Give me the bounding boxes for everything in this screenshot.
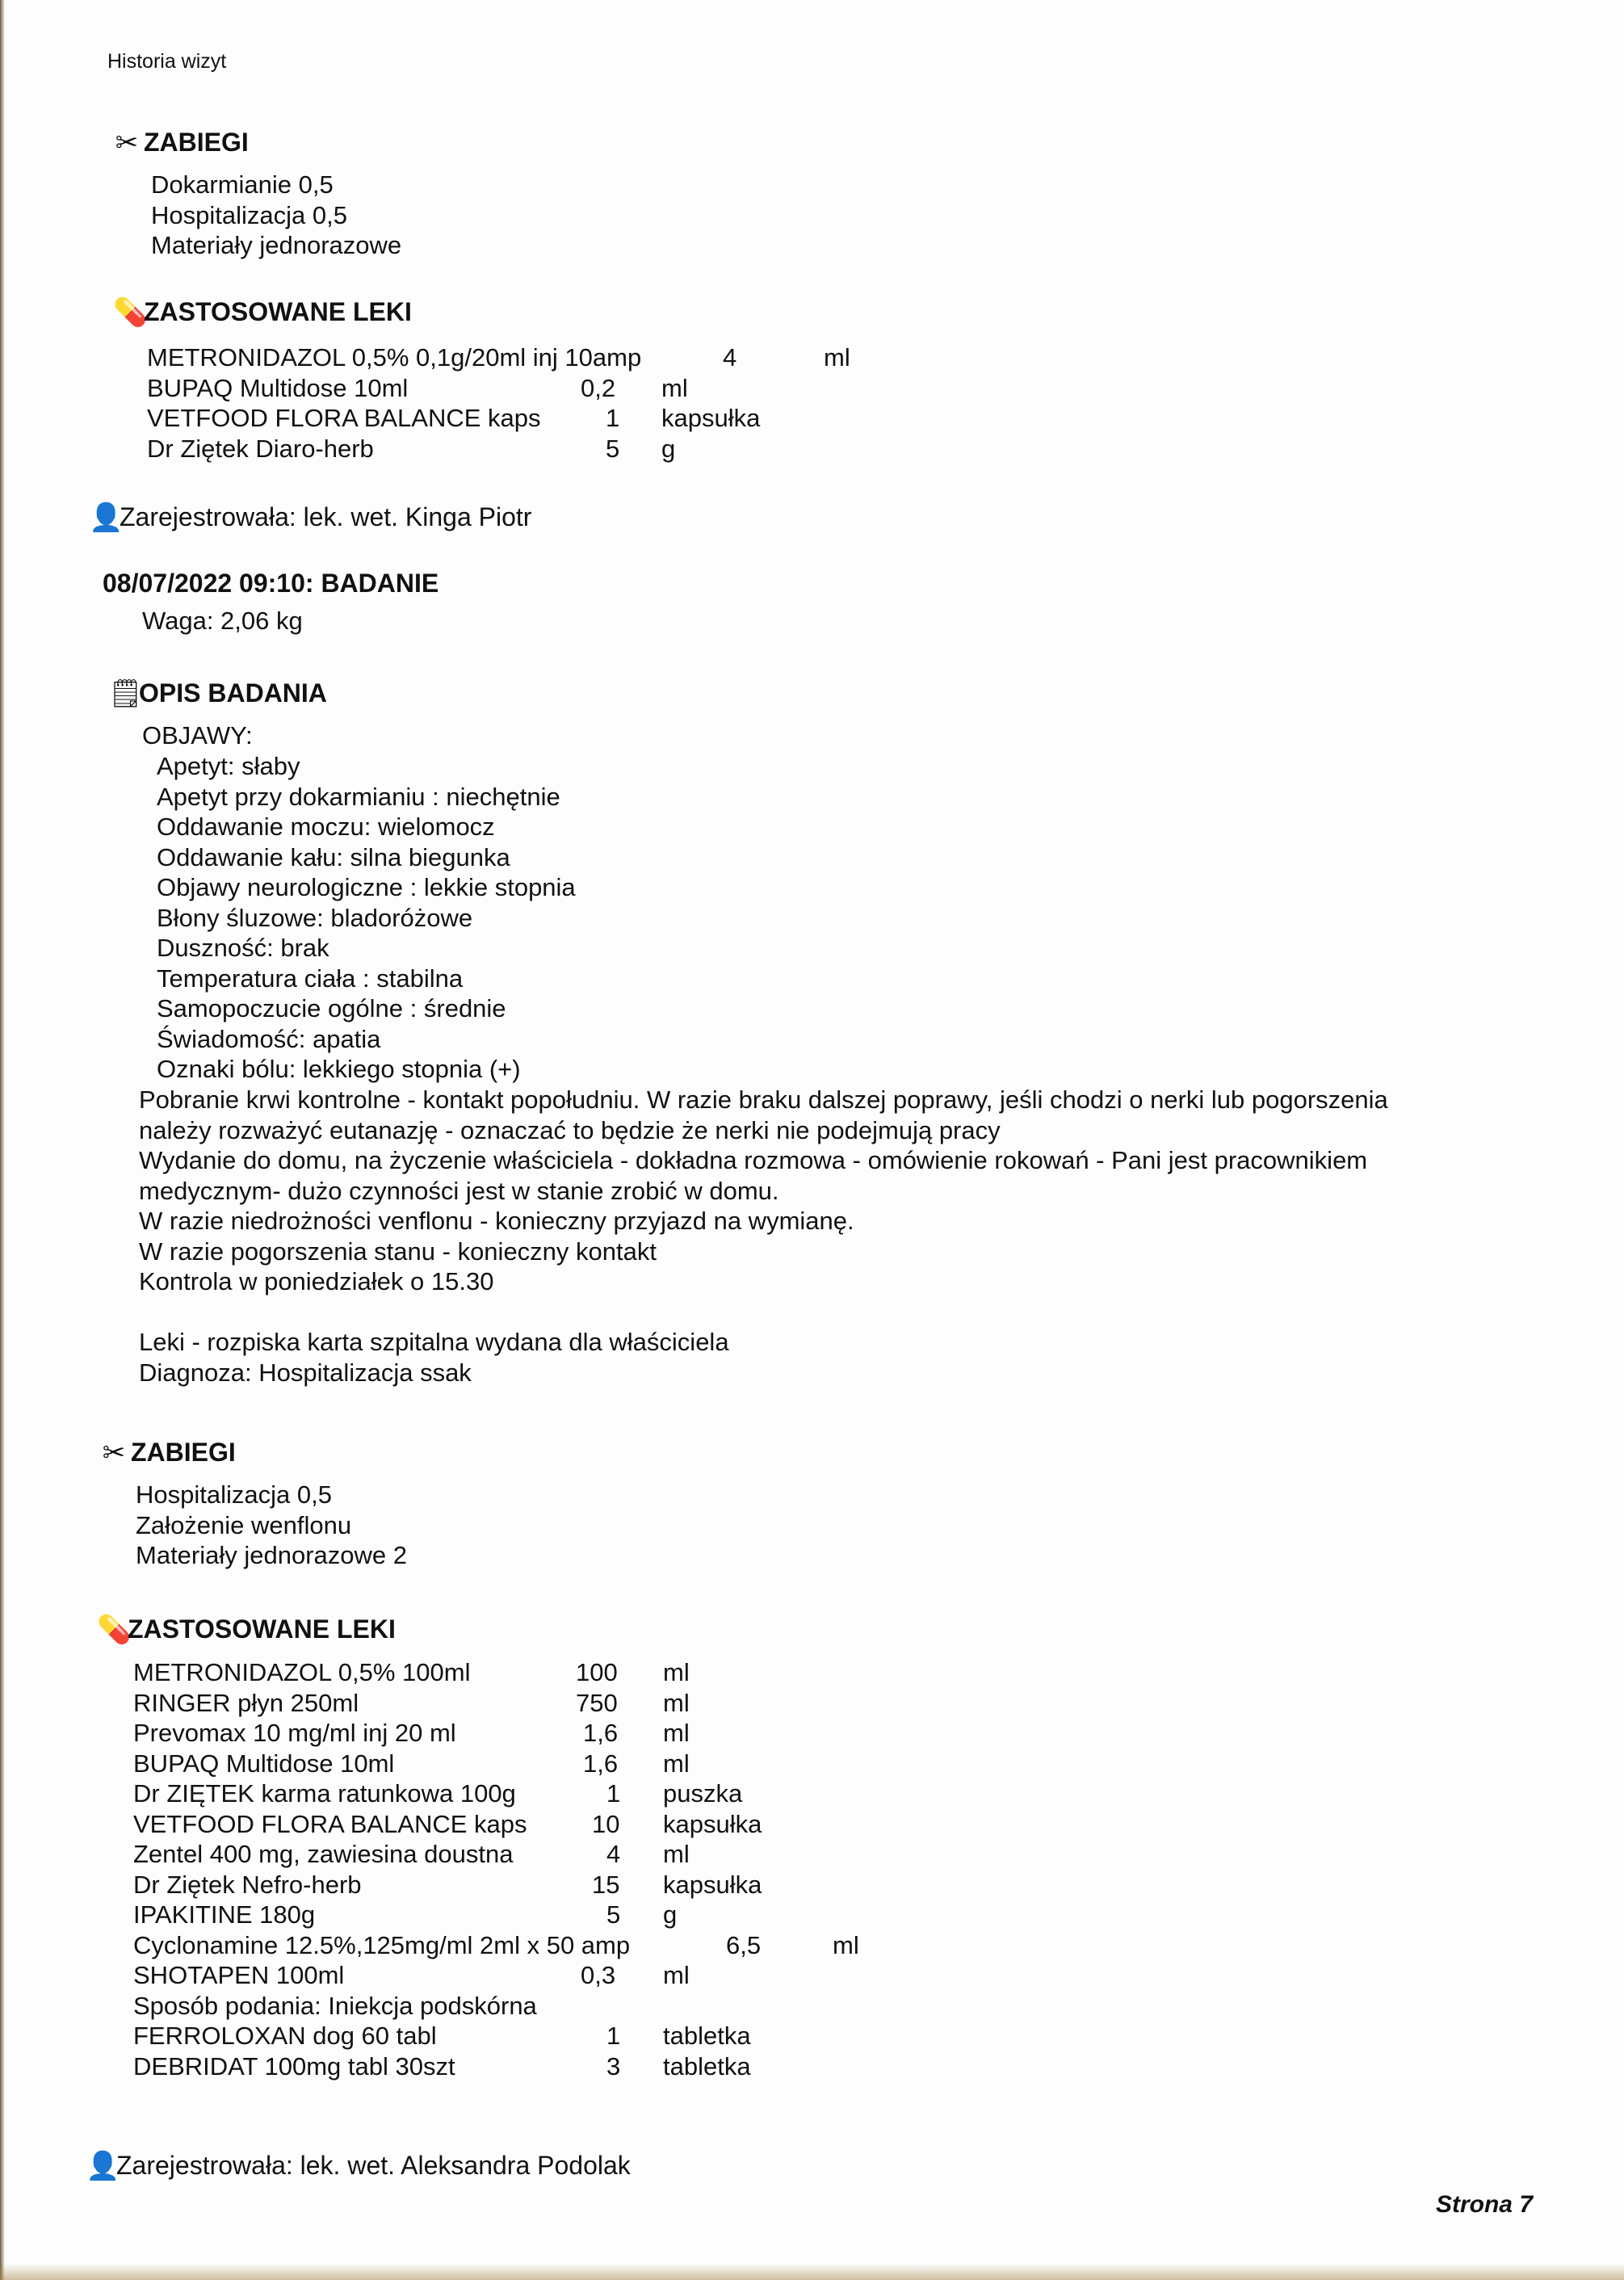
administration-route: Sposób podania: Iniekcja podskórna bbox=[133, 1991, 537, 2020]
list-item: Duszność: brak bbox=[157, 934, 329, 962]
registered-by: 👤 Zarejestrowała: lek. wet. Kinga Piotr bbox=[89, 502, 532, 533]
zabiegi-section-title: ✂ ZABIEGI bbox=[113, 128, 249, 157]
pill-icon: 💊 bbox=[97, 1614, 132, 1645]
note-line: Pobranie krwi kontrolne - kontakt popołudniu. W razie braku dalszej poprawy, jeśli chodzi o nerki lub pogorszenia bbox=[139, 1085, 1388, 1114]
leki-section-title: 💊 ZASTOSOWANE LEKI bbox=[113, 296, 412, 328]
page-bottom-shadow bbox=[0, 2264, 1624, 2280]
list-item: Apetyt przy dokarmianiu : niechętnie bbox=[157, 782, 560, 811]
table-row: DEBRIDAT 100mg tabl 30szt 3 tabletka bbox=[133, 2051, 751, 2081]
zabiegi-section-title-2: ✂ ZABIEGI bbox=[100, 1438, 236, 1468]
list-item: Apetyt: słaby bbox=[157, 752, 300, 780]
zabiegi-list bbox=[151, 170, 401, 261]
list-item: Świadomość: apatia bbox=[157, 1024, 381, 1053]
list-item: Materiały jednorazowe bbox=[151, 231, 402, 259]
table-row: Dr Ziętek Diaro-herb 5 g bbox=[147, 434, 676, 463]
list-item: Oddawanie moczu: wielomocz bbox=[157, 812, 495, 841]
leki-note: Leki - rozpiska karta szpitalna wydana dla właściciela bbox=[139, 1328, 729, 1356]
table-row: Prevomax 10 mg/ml inj 20 ml 1,6 ml bbox=[133, 1719, 690, 1747]
table-row: Zentel 400 mg, zawiesina doustna 4 ml bbox=[133, 1840, 690, 1868]
note-line: W razie niedrożności venflonu - konieczny przyjazd na wymianę. bbox=[139, 1207, 854, 1235]
list-item: Błony śluzowe: bladoróżowe bbox=[157, 903, 473, 932]
table-row: VETFOOD FLORA BALANCE kaps 10 kapsułka bbox=[133, 1809, 762, 1838]
list-item: Oznaki bólu: lekkiego stopnia (+) bbox=[157, 1055, 521, 1083]
list-item: Założenie wenflonu bbox=[136, 1510, 352, 1539]
table-row: SHOTAPEN 100ml 0,3 ml bbox=[133, 1961, 690, 1989]
note-line: należy rozważyć eutanazję - oznaczać to będzie że nerki nie podejmują pracy bbox=[139, 1115, 1001, 1144]
leki-section-title-2: 💊 ZASTOSOWANE LEKI bbox=[97, 1614, 396, 1645]
user-icon: 👤 bbox=[89, 502, 124, 533]
list-item: Materiały jednorazowe 2 bbox=[136, 1541, 408, 1569]
header-title: Historia wizyt bbox=[107, 50, 227, 73]
zabiegi-list-2 bbox=[136, 1480, 407, 1571]
table-row: Dr ZIĘTEK karma ratunkowa 100g 1 puszka bbox=[133, 1779, 743, 1808]
objawy-label: OBJAWY: bbox=[142, 721, 253, 750]
table-row: BUPAQ Multidose 10ml 1,6 ml bbox=[133, 1749, 690, 1778]
table-row: VETFOOD FLORA BALANCE kaps 1 kapsułka bbox=[147, 404, 761, 432]
user-icon: 👤 bbox=[86, 2150, 120, 2181]
list-item: Samopoczucie ogólne : średnie bbox=[157, 994, 506, 1022]
objawy-list bbox=[157, 751, 576, 1085]
note-line: W razie pogorszenia stanu - konieczny kontakt bbox=[139, 1237, 657, 1266]
table-row: FERROLOXAN dog 60 tabl 1 tabletka bbox=[133, 2022, 751, 2050]
table-row: RINGER płyn 250ml 750 ml bbox=[133, 1688, 690, 1717]
table-row: Dr Ziętek Nefro-herb 15 kapsułka bbox=[133, 1870, 762, 1899]
list-item: Objawy neurologiczne : lekkie stopnia bbox=[157, 873, 576, 901]
weight-value: Waga: 2,06 kg bbox=[142, 607, 303, 635]
table-row: IPAKITINE 180g 5 g bbox=[133, 1900, 678, 1929]
note-line: Wydanie do domu, na życzenie właściciela - dokładna rozmowa - omówienie rokowań - Pani jest pracownikiem bbox=[139, 1146, 1368, 1174]
clipboard-icon: 🗒 bbox=[108, 678, 144, 709]
list-item: Dokarmianie 0,5 bbox=[151, 170, 334, 199]
scissors-icon: ✂ bbox=[115, 127, 139, 158]
list-item: Oddawanie kału: silna biegunka bbox=[157, 842, 510, 871]
leki-table bbox=[147, 342, 874, 464]
opis-section-title: 🗒 OPIS BADANIA bbox=[108, 678, 327, 709]
pill-icon: 💊 bbox=[113, 296, 148, 328]
scissors-icon: ✂ bbox=[102, 1437, 126, 1468]
leki-table-2 bbox=[133, 1657, 900, 2081]
note-line: Kontrola w poniedziałek o 15.30 bbox=[139, 1267, 494, 1295]
table-row: METRONIDAZOL 0,5% 0,1g/20ml inj 10amp 4 ml bbox=[147, 343, 850, 372]
visit-notes bbox=[139, 1085, 1388, 1388]
table-row: BUPAQ Multidose 10ml 0,2 ml bbox=[147, 373, 688, 402]
page-edge-shadow bbox=[0, 0, 5, 2280]
visit-heading: 08/07/2022 09:10: BADANIE bbox=[103, 569, 439, 598]
diagnosis: Diagnoza: Hospitalizacja ssak bbox=[139, 1358, 472, 1387]
table-row: Cyclonamine 12.5%,125mg/ml 2ml x 50 amp 6,5 ml bbox=[133, 1930, 859, 1959]
page-number: Strona 7 bbox=[1435, 2191, 1533, 2218]
note-line: medycznym- dużo czynności jest w stanie zrobić w domu. bbox=[139, 1176, 779, 1205]
table-row: METRONIDAZOL 0,5% 100ml 100 ml bbox=[133, 1658, 690, 1686]
list-item: Hospitalizacja 0,5 bbox=[151, 200, 347, 229]
registered-by-2: 👤 Zarejestrowała: lek. wet. Aleksandra Podolak bbox=[86, 2150, 631, 2181]
list-item: Hospitalizacja 0,5 bbox=[136, 1480, 332, 1509]
list-item: Temperatura ciała : stabilna bbox=[157, 964, 464, 993]
